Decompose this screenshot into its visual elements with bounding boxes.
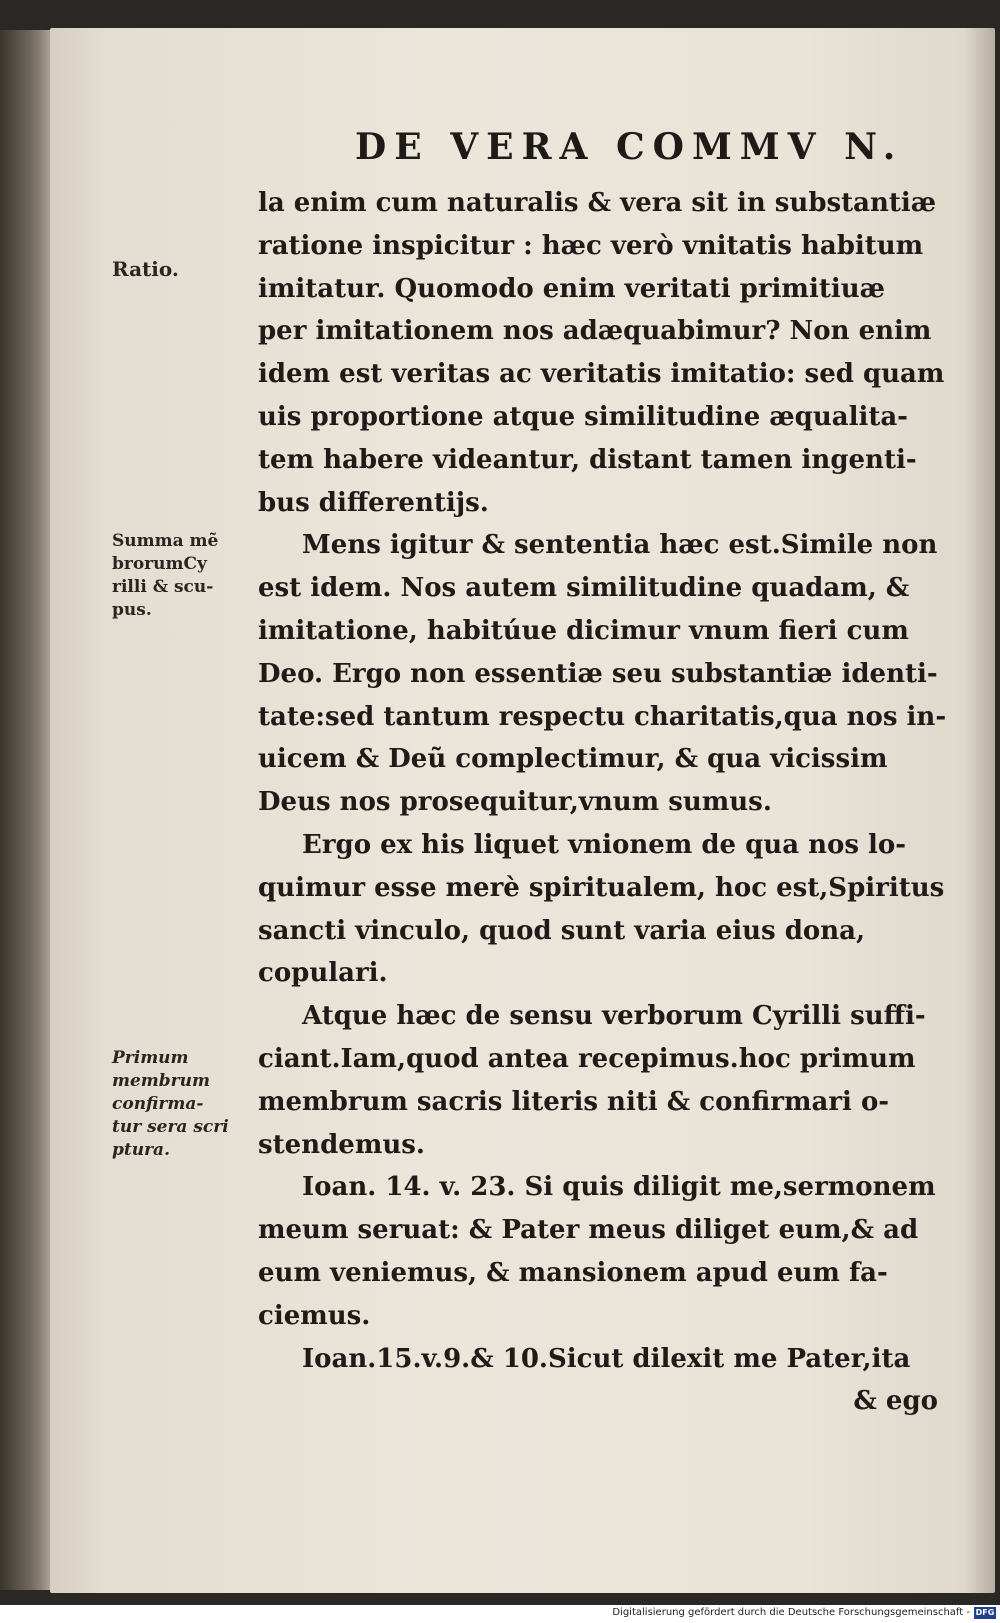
text-line: uicem & Deũ complectimur, & qua vicissim	[258, 744, 888, 775]
book-binding-edge	[0, 30, 52, 1590]
marginal-note-primum	[112, 1047, 229, 1162]
text-line: Mens igitur & sententia hæc est.Simile non	[302, 530, 938, 561]
text-line: la enim cum naturalis & vera sit in substantiæ	[258, 188, 937, 218]
text-line: imitatione, habitúue dicimur vnum fieri cum	[258, 615, 909, 646]
text-line: uis proportione atque similitudine æqualita-	[258, 401, 908, 432]
text-line: tate:sed tantum respectu charitatis,qua nos in-	[258, 701, 947, 732]
marginal-line: membrum	[112, 1071, 210, 1091]
text-line: bus differentijs.	[258, 487, 489, 518]
marginal-line: confirma-	[112, 1094, 204, 1114]
text-line: per imitationem nos adæquabimur? Non enim	[258, 316, 932, 347]
text-line: stendemus.	[258, 1129, 425, 1160]
text-line: meum seruat: & Pater meus diliget eum,& ad	[258, 1215, 919, 1246]
catchword: & ego	[853, 1386, 938, 1417]
text-line: membrum sacris literis niti & confirmari o-	[258, 1086, 890, 1117]
marginal-note-ratio	[112, 258, 179, 281]
text-line: Deus nos prosequitur,vnum sumus.	[258, 787, 772, 818]
text-line: quimur esse merè spiritualem, hoc est,Spiritus	[258, 872, 945, 903]
text-line: tem habere videantur, distant tamen ingenti-	[258, 444, 917, 475]
body-text	[258, 182, 948, 1423]
marginal-line: tur sera scri	[112, 1117, 229, 1137]
text-line: Ergo ex his liquet vnionem de qua nos lo-	[302, 829, 907, 860]
page-shadow	[965, 28, 995, 1593]
text-line: Atque hæc de sensu verborum Cyrilli suffi-	[302, 1001, 926, 1032]
marginal-line: Ratio.	[112, 257, 179, 281]
marginal-line: rilli & scu-	[112, 577, 214, 597]
text-line: ciant.Iam,quod antea recepimus.hoc primum	[258, 1043, 916, 1074]
running-head: DE VERA COMMV N.	[355, 126, 904, 168]
text-line: imitatur. Quomodo enim veritati primitiuæ	[258, 273, 885, 304]
funding-credit: Digitalisierung gefördert durch die Deutsche Forschungsgemeinschaft -	[612, 1607, 970, 1618]
text-line: idem est veritas ac veritatis imitatio: sed quam	[258, 359, 945, 390]
marginal-note-summa	[112, 530, 218, 622]
text-line: est idem. Nos autem similitudine quadam, &	[258, 573, 910, 604]
marginal-line: pus.	[112, 600, 152, 620]
marginal-line: ptura.	[112, 1140, 170, 1160]
text-line: ciemus.	[258, 1300, 371, 1331]
marginal-line: brorumCy	[112, 554, 207, 574]
text-line: eum veniemus, & mansionem apud eum fa-	[258, 1257, 888, 1288]
text-line: Deo. Ergo non essentiæ seu substantiæ identi-	[258, 658, 938, 689]
marginal-line: Primum	[112, 1048, 189, 1068]
text-line: copulari.	[258, 958, 388, 989]
text-line: Ioan.15.v.9.& 10.Sicut dilexit me Pater,ita	[302, 1343, 911, 1374]
text-line: sancti vinculo, quod sunt varia eius dona,	[258, 915, 866, 946]
text-line: Ioan. 14. v. 23. Si quis diligit me,sermonem	[302, 1172, 936, 1203]
text-line: ratione inspicitur : hæc verò vnitatis habitum	[258, 230, 924, 261]
marginal-line: Summa mẽ	[112, 531, 219, 551]
dfg-logo-icon: DFG	[975, 1608, 995, 1617]
